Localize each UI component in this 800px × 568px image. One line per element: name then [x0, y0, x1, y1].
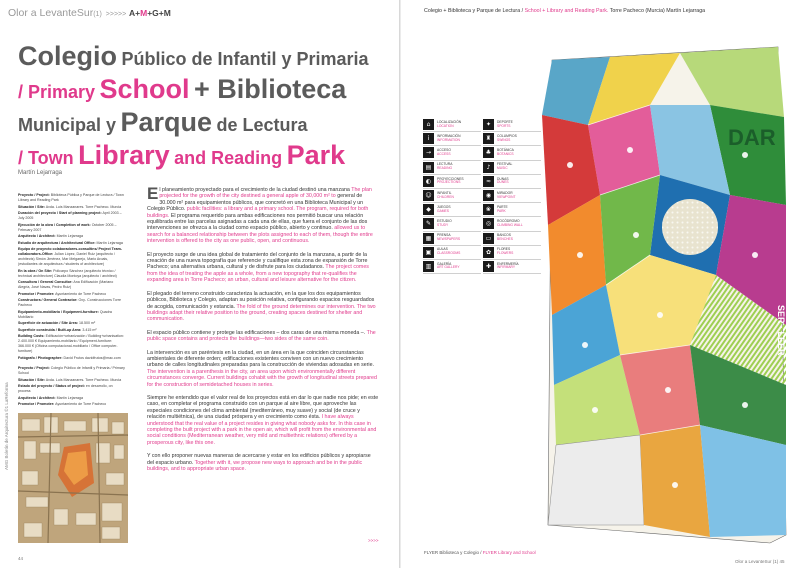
- magazine-name: Olor a LevanteSur: [8, 7, 94, 19]
- plan-vertical-text: SER · LEER: [776, 305, 786, 356]
- park-icon: ❀: [483, 204, 494, 215]
- climbing-wall-icon: ◎: [483, 218, 494, 229]
- author-name: Martín Lejarraga: [18, 170, 63, 176]
- benches-icon: ▭: [483, 233, 494, 244]
- legend-item: ✎ ESTUDIO STUDY: [423, 217, 481, 231]
- project-info-entry: Superficie construida / Built-up Area: 3.415 m²: [18, 327, 97, 332]
- vertical-section-label: AMG Boletín de Arquitectura ©1 LaReforma: [4, 382, 9, 470]
- information-icon: i: [423, 133, 434, 144]
- legend-item: ♪ FESTIVAL MUSIC: [483, 161, 541, 175]
- title-line-3: Municipal y Parque de Lectura: [18, 107, 308, 137]
- swings-icon: ♜: [483, 133, 494, 144]
- site-plan-illustration: [540, 45, 790, 545]
- project-info-entry: Arquitecto / Architect: Martín Lejarraga: [18, 234, 83, 238]
- issue-number: (1): [93, 11, 102, 18]
- reading-icon: ▤: [423, 162, 434, 173]
- infirmary-icon: ✚: [483, 261, 494, 272]
- legend-item: i INFORMACIÓN INFORMATION: [423, 132, 481, 146]
- legend-item: ▦ PRENSA NEWSPAPERS: [423, 232, 481, 246]
- project-info-entry: Arquitecto / Architect: Martín Lejarraga: [18, 395, 83, 400]
- legend-item: ♜ COLUMPIOS SWINGS: [483, 132, 541, 146]
- page-number-left: 44: [18, 556, 24, 561]
- article-body: [147, 184, 379, 479]
- title-line-4: / Town Library and Reading Park: [18, 140, 346, 170]
- legend-item: → ACCESO ACCESS: [423, 146, 481, 160]
- legend-item: ◎ ROCÓDROMO CLIMBING WALL: [483, 217, 541, 231]
- project-info-entry: En la obra / On Site: Policarpo Sánchez (arquitecto técnico / technical architecture) Claudia Montoya (arquitecto / architect): [18, 268, 117, 278]
- sports-icon: ✦: [483, 119, 494, 130]
- legend-item: ✚ ENFERMERÍA INFIRMARY: [483, 260, 541, 274]
- children-icon: ☺: [423, 190, 434, 201]
- newspapers-icon: ▦: [423, 233, 434, 244]
- project-info-entry: Proyecto / Project: Biblioteca Pública y Parque de Lectura / Town Library and Reading Park: [18, 193, 124, 202]
- project-info-entry: Superficie de actuación / Site Area: 18.500 m²: [18, 321, 96, 325]
- legend-item: ◉ MIRADOR VIEWPOINT: [483, 189, 541, 203]
- legend-item: ♣ BOTÁNICA BOTANICS: [483, 146, 541, 160]
- legend-item: ≈ DUNAS DUNES: [483, 175, 541, 189]
- article-title: [18, 42, 388, 174]
- access-icon: →: [423, 147, 434, 158]
- project-info-entry: Promotor / Promoter: Ayuntamiento de Torre Pacheco: [18, 402, 107, 406]
- viewpoint-icon: ◉: [483, 190, 494, 201]
- title-line-1: Colegio Público de Infantil y Primaria: [18, 41, 369, 71]
- legend-item: ⌂ LOCALIZACIÓN LOCATION: [423, 118, 481, 132]
- classrooms-icon: ▣: [423, 247, 434, 258]
- games-icon: ◆: [423, 204, 434, 215]
- project-info-entry: Constructora / General Contractor: Oxy- Construcciones Torre Pacheco: [18, 298, 121, 307]
- legend-item: ☺ INFANTIL CHILDREN: [423, 189, 481, 203]
- project-info-entry: Promotor / Promoter: Ayuntamiento de Torre Pacheco: [18, 291, 107, 296]
- aerial-photo: [18, 413, 128, 543]
- projections-icon: ◐: [423, 176, 434, 187]
- project-info-entry: Estudio de arquitectura / Architectural Office: Martín Lejarraga: [18, 240, 123, 245]
- project-info-entry: Consultora / General Consultor: Ana Edificación (Mariano Alegría, José Navas, Pedro Ruiz): [18, 280, 114, 289]
- legend-item: ✿ FLORES FLOWERS: [483, 246, 541, 260]
- project-info-entry: Situación / Site: Avda. Luis Manzanares. Torre Pacheco. Murcia: [18, 377, 122, 382]
- drop-cap: E: [147, 184, 159, 203]
- legend-item: ▤ LECTURA READING: [423, 161, 481, 175]
- project-info-entry: Equipamiento-mobiliario / Equipment-furniture: Quadra Mobiliario: [18, 309, 112, 319]
- legend-item: ▥ GALERÍA ART GALLERY: [423, 260, 481, 274]
- dunes-icon: ≈: [483, 176, 494, 187]
- page-footer-right: Olor a LevanteSur (1) 45: [735, 559, 785, 564]
- legend-item: ◆ JUEGOS GAMES: [423, 203, 481, 217]
- art-gallery-icon: ▥: [423, 261, 434, 272]
- location-icon: ⌂: [423, 119, 434, 130]
- project-info-entry: Proyecto / Project: Colegio Público de Infantil y Primaria / Primary School: [18, 366, 125, 375]
- body-paragraph: El plegado del terreno construido caracteriza la actuación, en la que los dos equipamientos públicos, Biblioteca y Colegio, adaptan su posición relativa, configurando espacios resguardados de acogida, comunicación y estancia. The fold of the ground determines our intervention. The two buildings adapt their relative position to the ground, creating spaces destined for shelter and communication.: [147, 290, 376, 323]
- project-info-entry: Fotógrafo / Photographer: David Frutos davidfrutos@mac.com: [18, 355, 121, 360]
- header-arrows: >>>>>: [105, 11, 127, 18]
- project-info-entry: Estado del proyecto / Status of project: en desarrollo, on process: [18, 384, 113, 393]
- right-page-header: Colegio + Biblioteca y Parque de Lectura / School + Library and Reading Park. Torre Pacheco (Murcia) Martín Lejarraga: [424, 8, 706, 14]
- continue-arrows: >>>>: [368, 538, 379, 543]
- project-info-entry: Duración del proyecto / Start of planning project: April 2003 – July 2005: [18, 211, 122, 220]
- legend-item: ▣ AULAS CLASSROOMS: [423, 246, 481, 260]
- botanics-icon: ♣: [483, 147, 494, 158]
- project-info-entry: Situación / Site: Avda. Luis Manzanares. Torre Pacheco. Murcia: [18, 204, 122, 209]
- legend-item: ▭ BANCOS BENCHES: [483, 232, 541, 246]
- plan-text-dar: DAR: [728, 125, 776, 150]
- study-icon: ✎: [423, 218, 434, 229]
- legend-item: ❀ PARTE PARK: [483, 203, 541, 217]
- body-paragraph: El proyecto surge de una idea global de tratamiento del conjunto de la manzana, a partir de la creación de una nueva topografía que referencie y cualifique esta zona de expansión de Torre Pacheco; una alternativa urbana, cultural y de disfrute para los ciudadanos. The project comes from the idea of treating the apple as a whole, from a new topography that re-qualifies the expanding area in Torre Pacheco; an urban, cultural and leisure alternative for the citizen.: [147, 251, 369, 284]
- title-line-2: / Primary School + Biblioteca: [18, 74, 347, 104]
- flowers-icon: ✿: [483, 247, 494, 258]
- amg-tag: A+M+G+M: [129, 8, 171, 18]
- legend-column-left: [423, 118, 481, 274]
- page-gutter: [399, 0, 401, 568]
- project-info-entry: Equipo de proyecto colaboradores-consultins/ Project Team-collaborators-Office: Julian López, Daniel Ruiz (arquitecto / architects) Simón Jiménez, Mar Melgarejo, Mario Aroais, (estudiantes de arquitectura / students of architecture): [18, 247, 122, 266]
- project-info-entry: Building Costs: Edificación+urbanización / Building+urbanisation: 2.400.000 € Equipamiento-mobiliario / Equipment-furniture: 366.000 € (Oficina computacional-mobiliario / Office computer-furniture): [18, 334, 124, 353]
- body-paragraph: Siempre he entendido que el valor real de los proyectos está en dar lo que nadie nos pide; en este caso, en completar el programa construido con un parque al aire libre, que aproveche las especiales condiciones del clima ambiental (mediterráneo, muy suave) y social (de cruce y relación multiétnica), de una ciudad próspera y en crecimiento como ésta. I have always understood that the real value of a project resides in giving what nobody asks for. In this case in completing the built project with a park in the open air, which will profit from the environmental and social conditions (Mediterranean weather, very mild and multiethnic relations) offered by a prosperous city, like this one.: [147, 394, 379, 446]
- body-paragraph: El planeamiento proyectado para el crecimiento de la ciudad destinó una manzana The plan projected for the growth of the city destined a general apple of 30,000 m² to general de 30.000 m² para equipamientos públicos, que concretó en una Biblioteca Municipal y un Colegio Público. public facilities: a library and a primary school. The program, required for both buildings. El programa requerido para ambas edificaciones nos permitió buscar una relación equilibrada entre las parcelas asignadas a cada una de ellas, que fuera el conjunto de las dos intervenciones se ofrezca a la ciudad como espacio público, abierto y continuo. allowed us to search for a balanced relationship between the plots assigned to each of them, though the entire intervention is offered to the city as one public, open, and continuous.: [147, 184, 373, 245]
- body-paragraph: La intervención es un paréntesis en la ciudad, en un área en la que coinciden circunstancias ambientales de diferente orden; edificaciones existentes conviven con un nuevo crecimiento urbano de calles longitudinales preparadas para la construcción de viviendas adosadas en serie. The intervention is a parenthesis in the city, an area upon which environmentally different circumstances converge. Current buildings cohabit with the growth of longitudinal streets prepared for the construction of semidetached houses in series.: [147, 349, 377, 388]
- project-info-entry: Ejecución de la obra / Completion of work: October 2005 – February 2007: [18, 222, 117, 232]
- body-paragraph: El espacio público contiene y protege las edificaciones – dos caras de una misma moneda –. The public space contains and protects the buildings—two sides of the same coin.: [147, 329, 376, 343]
- body-paragraph: Y con ello proponer nuevas maneras de acercarse y estar en los edificios públicos y apropiarse del espacio urbano. Together with it, we propose new ways to approach and be in the public buildings, and to appropriate urban space.: [147, 453, 371, 473]
- legend-item: ◐ PROYECCIONES PROJECTIONS: [423, 175, 481, 189]
- music-icon: ♪: [483, 162, 494, 173]
- project-info-sidebar: [18, 193, 126, 409]
- figure-caption: FLYER Biblioteca y Colegio / FLYER Library and School: [424, 550, 536, 555]
- left-page-header: [8, 7, 171, 19]
- legend-item: ✦ DEPORTE SPORTS: [483, 118, 541, 132]
- legend-column-right: [483, 118, 541, 274]
